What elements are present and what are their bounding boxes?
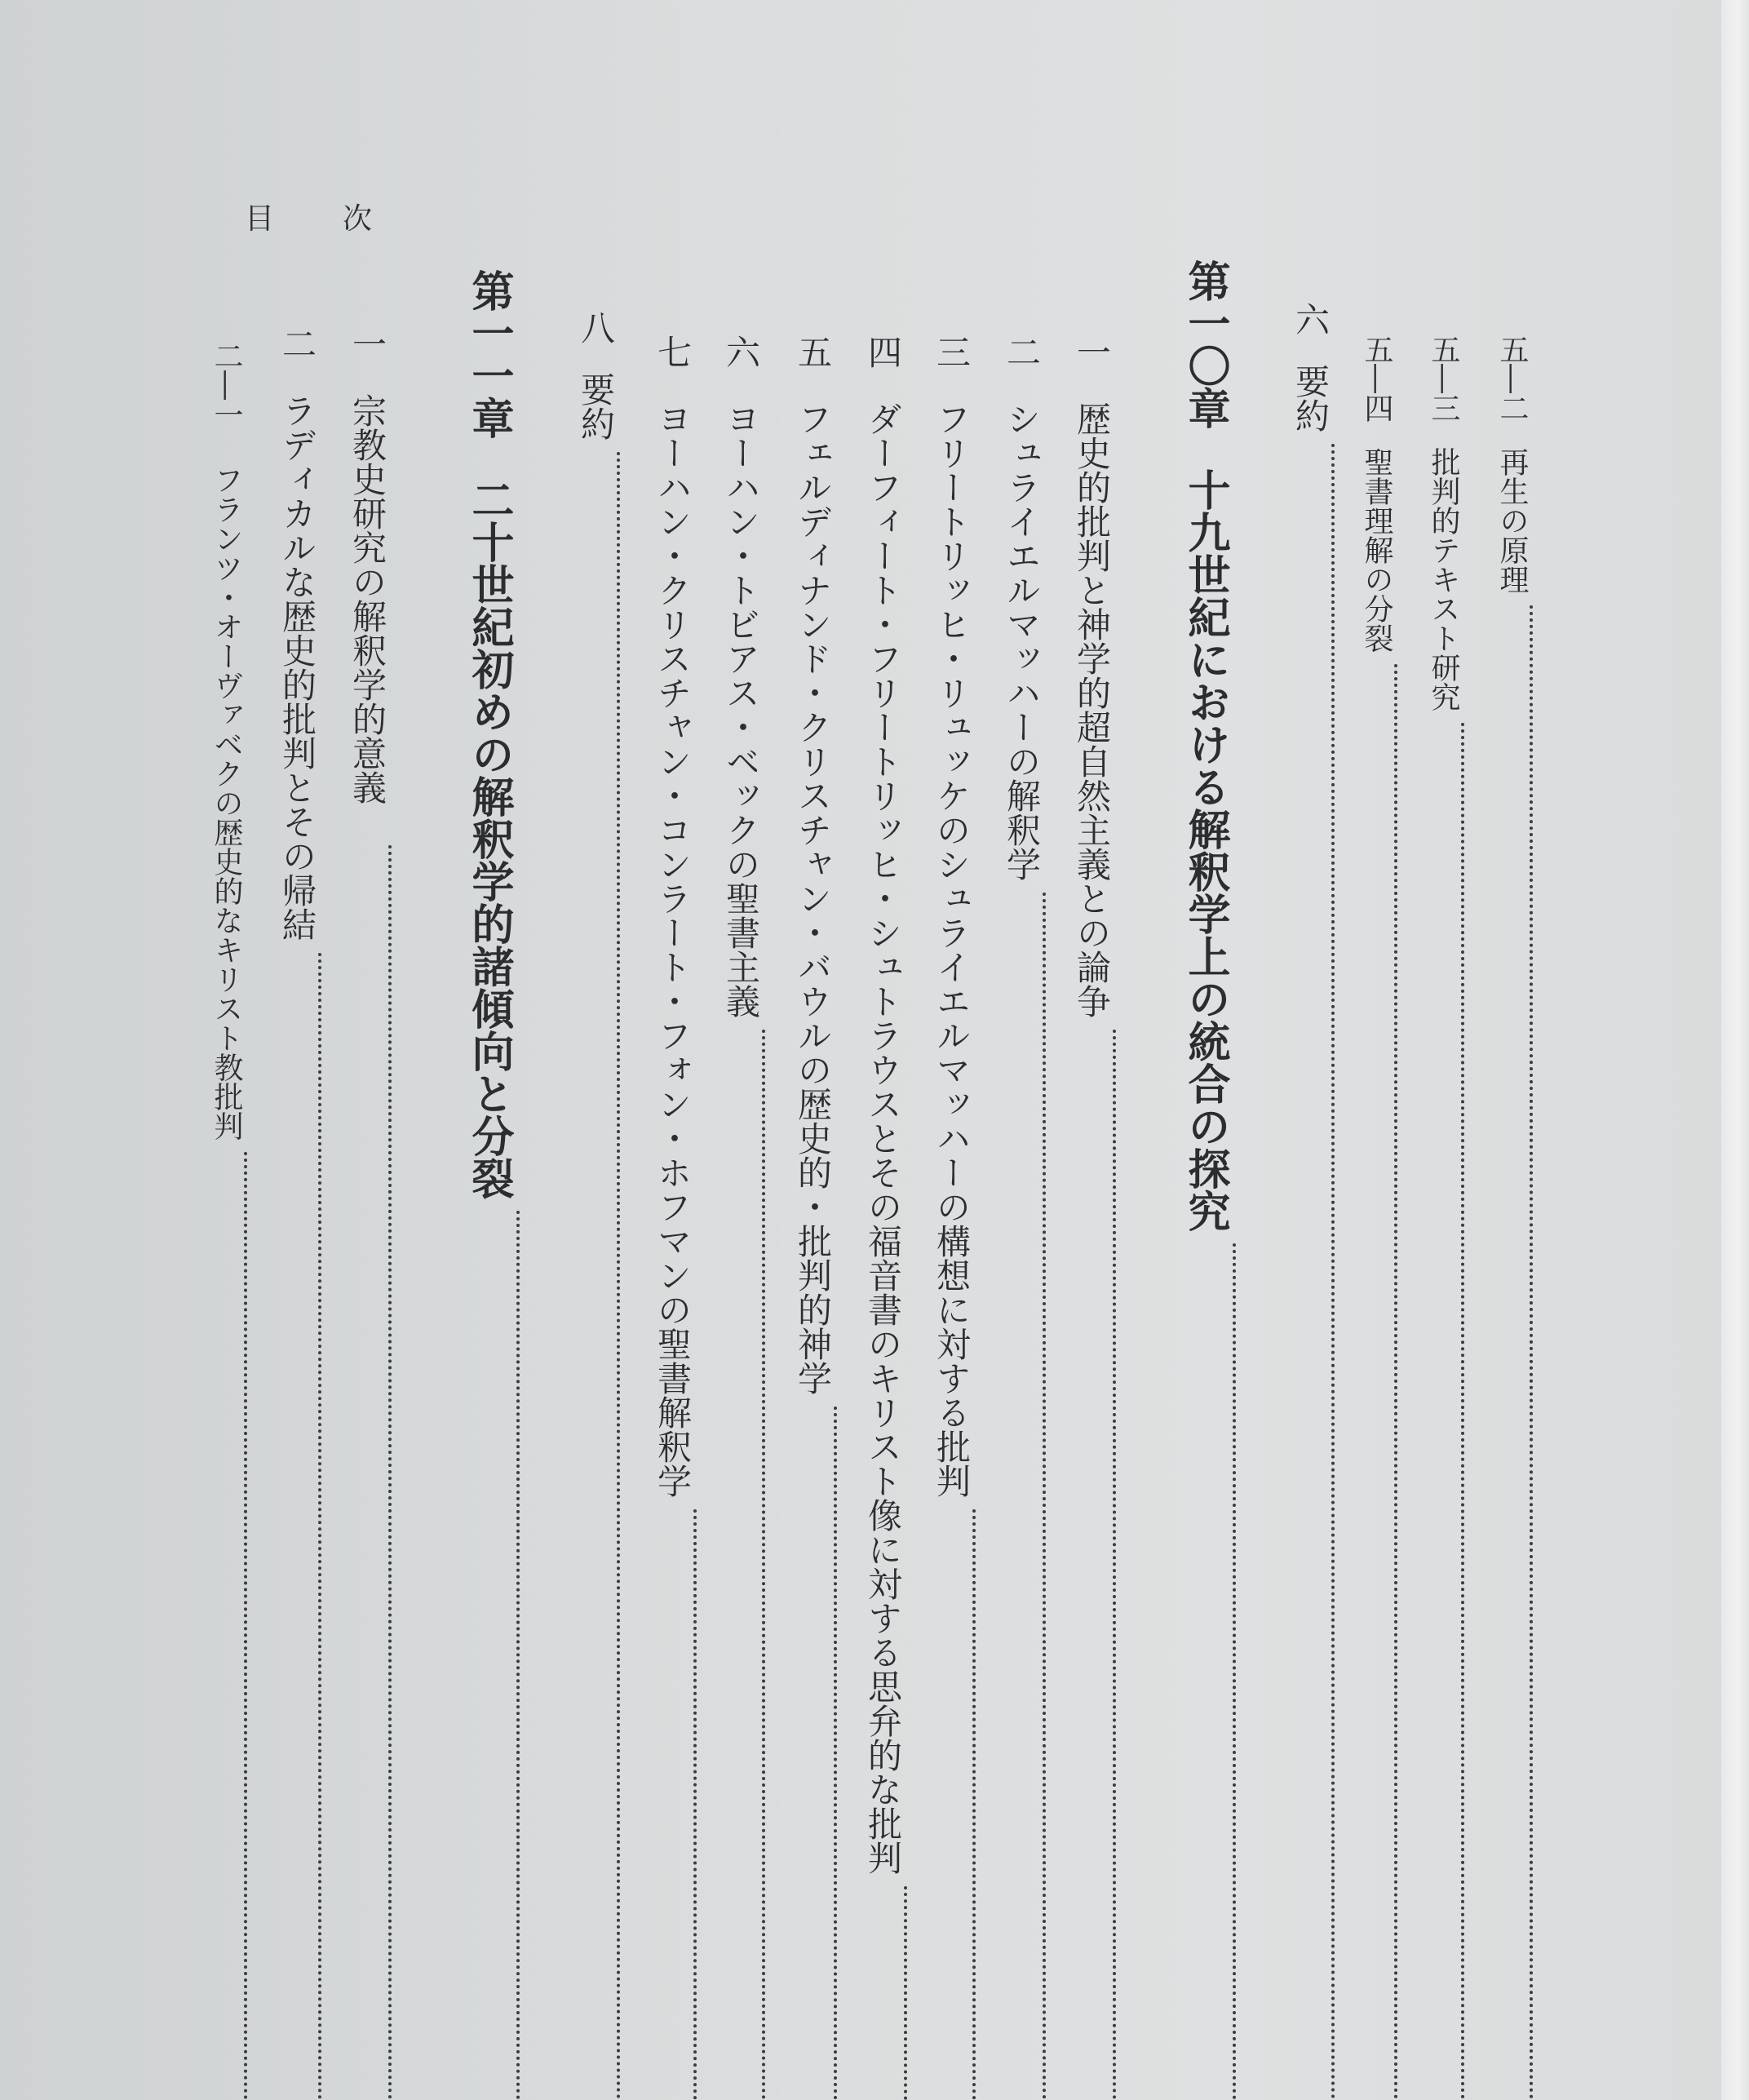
entry-number: 一 [348,326,387,361]
toc-entry-10-3[interactable] [927,334,976,2100]
entry-title: 再生の原理 [1495,447,1529,594]
leader-dots [762,1030,765,2100]
entry-number: 五―二 [1495,334,1529,423]
entry-title: ダーフィート・フリートリッヒ・シュトラウスとその福音書のキリスト像に対する思弁的な批判 [863,401,903,1875]
leader-dots [244,1152,247,2100]
leader-dots [834,1407,837,2100]
entry-title: 要約 [576,372,616,441]
entry-title: 要約 [1291,364,1331,432]
entry-number: 一 [1072,334,1112,369]
leader-dots [318,953,321,2100]
toc-entry-5-2[interactable] [1491,334,1533,2100]
entry-title: フランツ・オーヴァベクの歴史的なキリスト教批判 [210,465,243,1141]
toc-entry-11-2-1[interactable] [206,341,247,2100]
entry-number: 三 [932,334,972,369]
leader-dots [1233,1243,1236,2100]
entry-title: フェルディナンド・クリスチャン・バウルの歴史的・批判的神学 [793,401,833,1395]
entry-number: 五―四 [1360,334,1393,423]
leader-dots [388,845,392,2100]
toc-entry-11-1[interactable] [343,326,392,2100]
leader-dots [1043,893,1046,2100]
running-header-right: 次 [343,202,376,236]
leader-dots [516,1211,520,2100]
toc-entry-10-6[interactable] [716,334,765,2100]
entry-title: 歴史的批判と神学的超自然主義との論争 [1072,401,1112,1018]
chapter-number: 第一〇章 [1180,259,1230,429]
toc-chapter-10[interactable] [1175,259,1236,2100]
toc-entry-summary-1[interactable] [1286,302,1335,2100]
toc-entry-10-5[interactable] [788,334,837,2100]
entry-title: シュライエルマッハーの解釈学 [1002,401,1042,881]
entry-number: 二 [1002,334,1042,369]
chapter-title: 十九世紀における解釈学上の統合の探究 [1180,468,1230,1232]
chapter-number: 第一一章 [464,269,514,439]
entry-title: フリートリッヒ・リュッケのシュライエルマッハーの構想に対する批判 [932,401,972,1498]
toc-entry-10-1[interactable] [1067,334,1116,2100]
leader-dots [693,1509,697,2100]
entry-number: 六 [1291,302,1331,336]
entry-number: 五 [793,334,833,369]
leader-dots [1530,605,1533,2100]
toc-chapter-11[interactable] [458,269,520,2100]
entry-title: 批判的テキスト研究 [1427,447,1460,711]
running-header-left: 目 [245,202,278,236]
entry-number: 二 [277,326,317,361]
entry-title: ラディカルな歴史的批判とその帰結 [277,393,317,941]
entry-number: 四 [863,334,903,369]
leader-dots [1113,1030,1116,2100]
entry-title: 宗教史研究の解釈学的意義 [348,393,387,804]
entry-number: 六 [721,334,761,369]
toc-entry-5-3[interactable] [1423,334,1464,2100]
toc-entry-5-4[interactable] [1356,334,1397,2100]
entry-title: ヨーハン・トビアス・ベックの聖書主義 [721,401,761,1018]
running-header [245,196,375,237]
chapter-title: 二十世紀初めの解釈学的諸傾向と分裂 [464,478,514,1199]
leader-dots [1394,664,1397,2100]
leader-dots [1461,723,1464,2100]
page-gutter [1721,0,1749,2100]
toc-entry-10-2[interactable] [997,334,1046,2100]
entry-number: 八 [576,310,616,344]
leader-dots [904,1886,907,2100]
leader-dots [1331,444,1335,2100]
leader-dots [972,1509,976,2100]
toc-entry-10-8[interactable] [571,310,620,2100]
toc-entry-11-2[interactable] [272,326,321,2100]
toc-entry-10-4[interactable] [858,334,907,2100]
entry-title: ヨーハン・クリスチャン・コンラート・フォン・ホフマンの聖書解釈学 [653,401,693,1498]
entry-title: 聖書理解の分裂 [1360,447,1393,653]
entry-number: 五―三 [1427,334,1460,423]
leader-dots [617,452,620,2100]
entry-number: 七 [653,334,693,369]
entry-number: 二―一 [210,341,243,429]
toc-entry-10-7[interactable] [648,334,697,2100]
